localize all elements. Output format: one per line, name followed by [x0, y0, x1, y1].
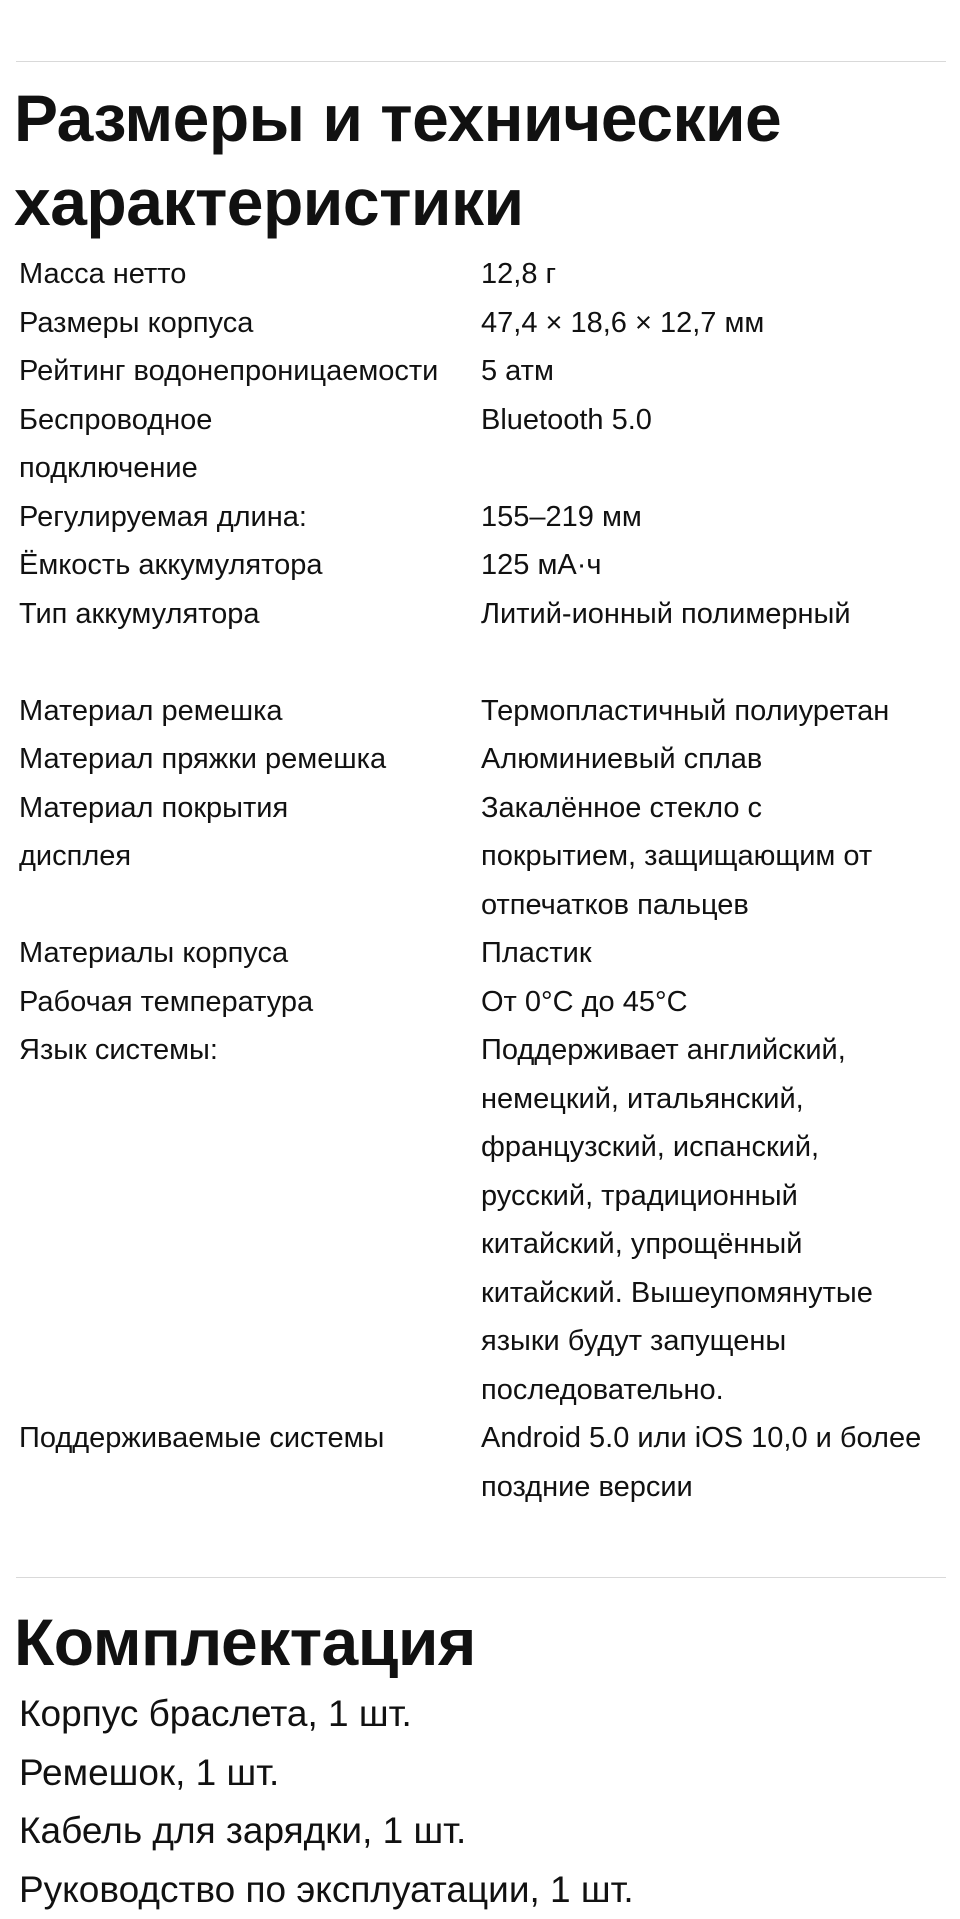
spec-value: Литий-ионный полимерный [481, 590, 946, 639]
package-section-title: Комплектация [14, 1600, 934, 1684]
spec-value: 12,8 г [481, 250, 946, 299]
spec-value: Термопластичный полиуретан [481, 687, 946, 736]
spec-label: Рейтинг водонепроницаемости [19, 347, 481, 396]
spec-row-battery-capacity [19, 541, 946, 590]
spec-label: Поддерживаемые системы [19, 1414, 481, 1463]
spec-label: Материал покрытия дисплея [19, 784, 481, 881]
spec-label: Материал ремешка [19, 687, 481, 736]
spec-label: Беспроводное подключение [19, 396, 481, 493]
spec-label: Масса нетто [19, 250, 481, 299]
spec-row-body-material [19, 929, 946, 978]
spec-value: 155–219 мм [481, 493, 946, 542]
spec-label: Язык системы: [19, 1026, 481, 1075]
spec-label: Тип аккумулятора [19, 590, 481, 639]
spec-label: Рабочая температура [19, 978, 481, 1027]
section-divider [16, 1577, 946, 1578]
spec-label: Регулируемая длина: [19, 493, 481, 542]
package-item-bracelet-body: Корпус браслета, 1 шт. [19, 1685, 939, 1744]
spec-value: Поддерживает английский, немецкий, итальянский, французский, испанский, русский, традиционный китайский, упрощённый китайский. Вышеупомянутые языки будут запущены последовательно. [481, 1026, 946, 1414]
spec-value: 47,4 × 18,6 × 12,7 мм [481, 299, 946, 348]
spec-row-water-resistance [19, 347, 946, 396]
spec-value: Закалённое стекло с покрытием, защищающим от отпечатков пальцев [481, 784, 946, 930]
spec-row-operating-temperature [19, 978, 946, 1027]
spec-row-body-dimensions [19, 299, 946, 348]
spec-value: Bluetooth 5.0 [481, 396, 946, 445]
spec-value: Пластик [481, 929, 946, 978]
spec-spacer [19, 638, 946, 687]
spec-row-buckle-material [19, 735, 946, 784]
spec-label: Материалы корпуса [19, 929, 481, 978]
package-item-charging-cable: Кабель для зарядки, 1 шт. [19, 1802, 939, 1861]
spec-table [19, 250, 946, 1511]
package-item-user-manual: Руководство по эксплуатации, 1 шт. [19, 1861, 939, 1919]
spec-row-system-language [19, 1026, 946, 1414]
package-item-strap: Ремешок, 1 шт. [19, 1744, 939, 1803]
spec-label: Размеры корпуса [19, 299, 481, 348]
spec-value: 5 атм [481, 347, 946, 396]
spec-row-adjustable-length [19, 493, 946, 542]
spec-row-wireless [19, 396, 946, 493]
spec-row-net-weight [19, 250, 946, 299]
spec-row-battery-type [19, 590, 946, 639]
top-divider [16, 61, 946, 62]
spec-label: Материал пряжки ремешка [19, 735, 481, 784]
package-list [19, 1685, 939, 1919]
spec-row-supported-systems [19, 1414, 946, 1511]
spec-value: Алюминиевый сплав [481, 735, 946, 784]
spec-value: 125 мА·ч [481, 541, 946, 590]
spec-value: От 0°C до 45°C [481, 978, 946, 1027]
spec-label: Ёмкость аккумулятора [19, 541, 481, 590]
specs-section-title: Размеры и технические характеристики [14, 76, 934, 244]
spec-row-strap-material [19, 687, 946, 736]
spec-value: Android 5.0 или iOS 10,0 и более поздние версии [481, 1414, 946, 1511]
spec-row-display-cover [19, 784, 946, 930]
